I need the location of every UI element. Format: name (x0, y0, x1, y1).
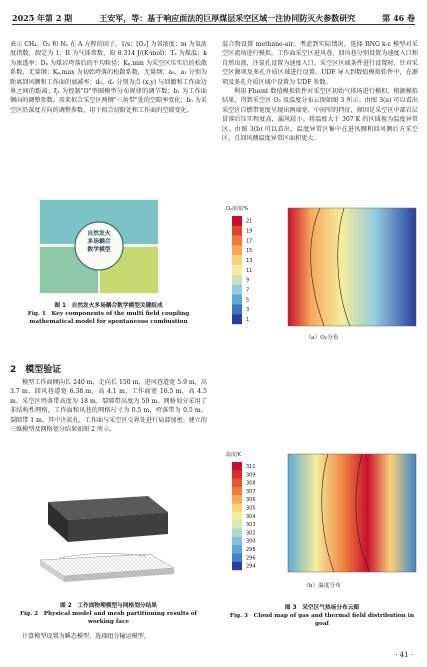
legend-swatch (232, 545, 242, 554)
legend-tick-label: 300 (246, 538, 256, 545)
fig1-label-line: 多场耦合 (87, 239, 111, 245)
figure-3a-subcaption: （a）O₂分布 (305, 335, 339, 341)
header-rule (12, 24, 415, 25)
legend-swatch (232, 236, 242, 246)
o2-field (288, 208, 416, 326)
figure-3a-o2-map (224, 202, 420, 338)
legend-swatch (232, 512, 242, 521)
figure-3b-temp-map (224, 448, 420, 584)
caption-en: Fig. 1 Key components of the multi field coupling mathematical model for spontaneous combustion (27, 311, 190, 325)
legend-tick-label: 11 (246, 267, 253, 274)
legend-tick-label: 311 (246, 463, 256, 470)
legend-swatch (232, 495, 242, 504)
legend-swatch (232, 245, 242, 255)
legend-tick-label: 304 (246, 513, 256, 520)
legend-swatch (232, 553, 242, 562)
fig1-label-line: 数学模型 (87, 247, 111, 253)
legend-tick-label: 296 (246, 555, 256, 562)
legend-swatch (232, 562, 242, 571)
legend-title: 温度/K (226, 452, 241, 458)
legend-swatch (232, 520, 242, 529)
legend-tick-label: 5 (246, 297, 250, 304)
legend-tick-label: 298 (246, 547, 256, 554)
legend-swatch (232, 528, 242, 537)
legend-swatch (232, 285, 242, 295)
legend-tick-label: 303 (246, 522, 256, 529)
temp-legend (232, 462, 256, 570)
paragraph: 表示 CH₄、O₂ 和 N₂ 在 A 方程的因子，1/s；[O₂] 为氧浓度；m 为氧浓度指数，假定为 1；R 为气体常数，取 8.314 J/(K·mol)；Tₛ 为煤温；k 为渗透率；Dₚ 为煤岩垮落后的平均粒径；Kₚ,min 为采空区压实后的松散系数，无量纲；Kₚ,max 为初始垮落的松散系数，无量纲；a₀、a₁ 分别为距离回风侧和工作面的衰减率；d₀、d₁ 分别为点 (x,y) 与回撤和工作面边界之间的距离；ξ₁ 为控制"O"型圈模型分布规律的调节数；b₁ 为工作面倾向的调整参数，用来拟合采空区两侧"三角带"处的空隙率变化；b₀ 为采空区沿深度方向的调整参数，用于拟合切眼处和工作面的空隙变化。 (10, 41, 207, 114)
running-header (12, 6, 415, 24)
legend-tick-label: 1 (246, 316, 250, 323)
legend-swatch (232, 537, 242, 546)
legend-swatch (232, 504, 242, 513)
right-column (222, 40, 418, 143)
figure-2-mesh-model (30, 490, 180, 595)
page-number: · 41 · (395, 651, 413, 659)
caption-cn: 图 2 工作面物理模型与网格划分结果 (60, 603, 157, 609)
legend-swatch (232, 295, 242, 305)
legend-tick-label: 21 (246, 218, 253, 225)
legend-swatch (232, 265, 242, 275)
figure-1-caption (10, 302, 207, 326)
legend-title: O₂浓度/% (226, 206, 249, 212)
paragraph: 模型工作面倾向长 240 m，走向长 150 m，进风巷道宽 5.9 m，高 3.7 m，回风巷道宽 6.38 m，高 4.1 m；工作面宽 10.5 m，高 4.5 m。采空区垮落带高度为 18 m，裂隙带高度为 50 m。网格划分采用了非结构性网格，工作面和风巷的网格尺寸为 0.5 m，垮落带为 0.5 m，裂隙带 1 m。其中注氮孔、工作面与采空区交界处进行局部加密。建立的三维模型及网格划分结果如图 2 所示。 (10, 379, 207, 434)
legend-tick-label: 19 (246, 228, 253, 235)
legend-swatch (232, 304, 242, 314)
legend-tick-label: 306 (246, 497, 256, 504)
caption-en: Fig. 3 Cloud map of gas and thermal field distribution in goaf (229, 613, 415, 627)
figure-1-diagram (38, 198, 160, 295)
legend-swatch (232, 479, 242, 488)
temp-field (288, 454, 416, 572)
caption-cn: 图 1 自然发火多场耦合数学模型关键组成 (54, 303, 163, 309)
legend-tick-label: 3 (246, 307, 250, 314)
legend-tick-label: 302 (246, 530, 256, 537)
paragraph: 混合物设置 methane-air。考虑到实际情况，选择 RNG k-ε 模型对采空区流场进行模拟。工作面采空区进风巷、回风巷分别设置为速度入口和自然出流，注氮孔设置为速度入口。采空区区域条件进行设置时，针对采空区源项及多孔介质区域进行设置。UDF 导入到数值模拟软件中，在源项及多孔介质区域中设置为 UDF 参数。 (222, 41, 418, 86)
caption-cn: 图 3 采空区气热场分布云图 (284, 605, 360, 611)
legend-swatch (232, 462, 242, 471)
legend-swatch (232, 216, 242, 226)
volume-label: 第 46 卷 (382, 13, 415, 23)
header-title: 王安军，等：基于响应面法的巨厚煤层采空区域一注协同防灭火参数研究 (99, 13, 356, 23)
left-column-body (10, 378, 207, 434)
paragraph: 利用 Fluent 数值模拟软件对采空区初始气体场进行模拟，根据模拟结果，得到采空区 O₂ 及温度分布云图如图 3 所示。由图 3(a) 可以看出采空区自燃带宽度呈现出两端宽、中间窄的特征，原因是采空区中部岩层冒落后压实程度高，漏风较小。将温度大于 307 K 的区域视为温度异常区。由图 3(b) 可以看出，温度异常区集中在进风侧和回风侧后方采空区，且回风侧温度异常区面积更大。 (222, 88, 418, 143)
legend-swatch (232, 255, 242, 265)
figure-2-caption (10, 602, 207, 626)
left-column (10, 40, 207, 115)
legend-tick-label: 305 (246, 505, 256, 512)
legend-tick-label: 7 (246, 287, 250, 294)
section-heading: 2 模型验证 (10, 365, 62, 375)
figure-3-caption (224, 604, 420, 628)
legend-swatch (232, 314, 242, 324)
legend-tick-label: 309 (246, 472, 256, 479)
paragraph: 计算模型设置为瞬态模型，选择组分输运模型， (22, 633, 150, 640)
caption-en: Fig. 2 Physical model and mesh partitioning results of working face (19, 611, 197, 625)
o2-legend (232, 216, 252, 324)
legend-tick-label: 9 (246, 277, 250, 284)
left-column-tail (10, 632, 207, 641)
legend-swatch (232, 487, 242, 496)
legend-tick-label: 13 (246, 257, 253, 264)
fig1-label-line: 自然发火 (87, 231, 111, 237)
legend-tick-label: 17 (246, 238, 253, 245)
legend-tick-label: 308 (246, 480, 256, 487)
legend-tick-label: 294 (246, 563, 256, 570)
legend-swatch (232, 470, 242, 479)
legend-swatch (232, 226, 242, 236)
legend-tick-label: 15 (246, 248, 253, 255)
issue-label: 2025 年第 2 期 (12, 13, 73, 23)
legend-tick-label: 307 (246, 488, 256, 495)
figure-3b-subcaption: （b）温度分布 (303, 583, 341, 589)
legend-swatch (232, 275, 242, 285)
